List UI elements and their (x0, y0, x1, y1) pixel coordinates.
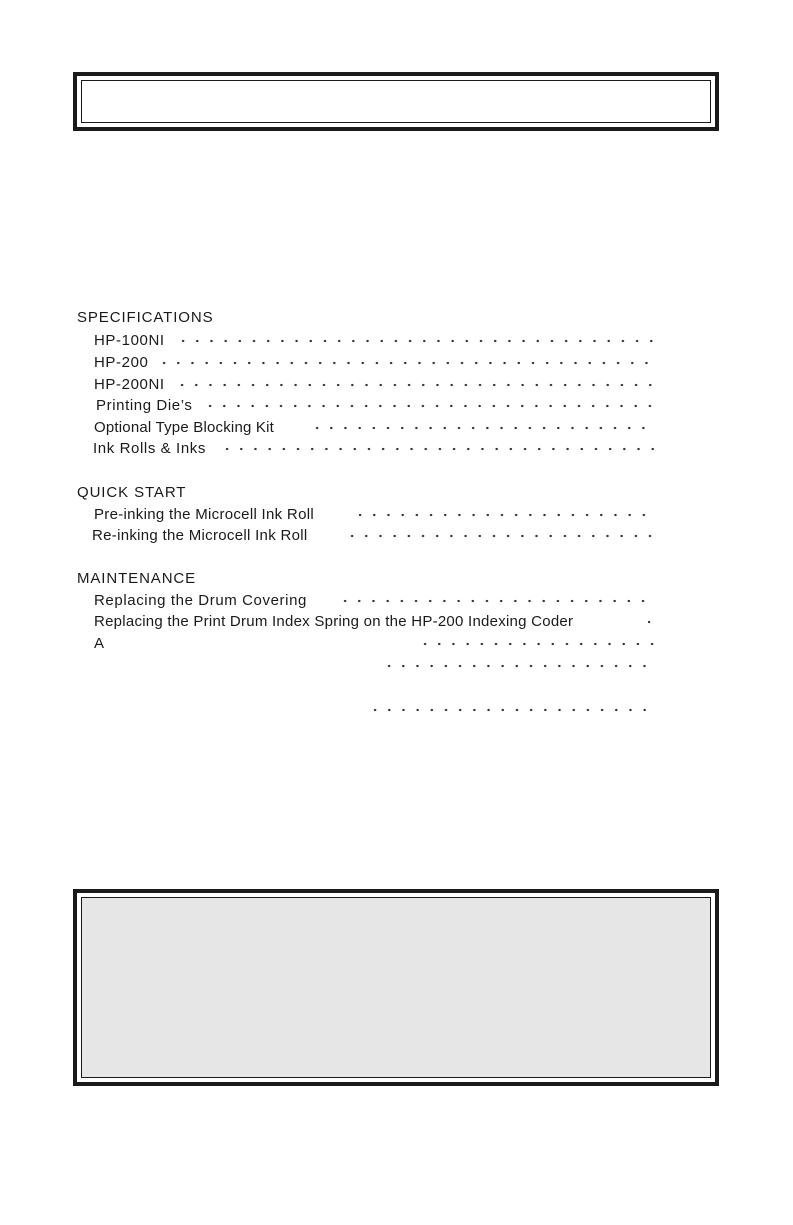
toc-entry-a: A (94, 635, 105, 652)
leader-dots (338, 594, 656, 608)
leader-dots (176, 334, 656, 348)
section-heading-quick-start: QUICK START (77, 484, 187, 501)
toc-entry-hp-100ni: HP-100NI (94, 332, 165, 349)
toc-entry-replacing-index-spring: Replacing the Print Drum Index Spring on the HP-200 Indexing Coder (94, 613, 574, 630)
toc-entry-printing-dies: Printing Die’s (96, 397, 193, 414)
toc-entry-hp-200ni: HP-200NI (94, 376, 165, 393)
toc-entry-replacing-drum-covering: Replacing the Drum Covering (94, 592, 307, 609)
notice-frame (73, 889, 719, 1086)
section-heading-specifications: SPECIFICATIONS (77, 309, 214, 326)
toc-entry-pre-inking: Pre-inking the Microcell Ink Roll (94, 506, 314, 523)
notice-frame-inner (81, 897, 711, 1078)
toc-entry-hp-200: HP-200 (94, 354, 149, 371)
leader-dots (642, 615, 656, 629)
section-heading-maintenance: MAINTENANCE (77, 570, 197, 587)
leader-dots (157, 356, 656, 370)
leader-dots (345, 529, 656, 543)
toc-entry-re-inking: Re-inking the Microcell Ink Roll (92, 527, 308, 544)
toc-entry-ink-rolls-inks: Ink Rolls & Inks (93, 440, 206, 457)
leader-dots (310, 421, 656, 435)
leader-dots (353, 508, 656, 522)
leader-dots (418, 637, 656, 651)
leader-dots (175, 378, 656, 392)
leader-dots (382, 659, 656, 673)
leader-dots (368, 703, 656, 717)
leader-dots (220, 442, 656, 456)
toc-entry-optional-type-blocking-kit: Optional Type Blocking Kit (94, 419, 275, 436)
leader-dots (203, 399, 656, 413)
